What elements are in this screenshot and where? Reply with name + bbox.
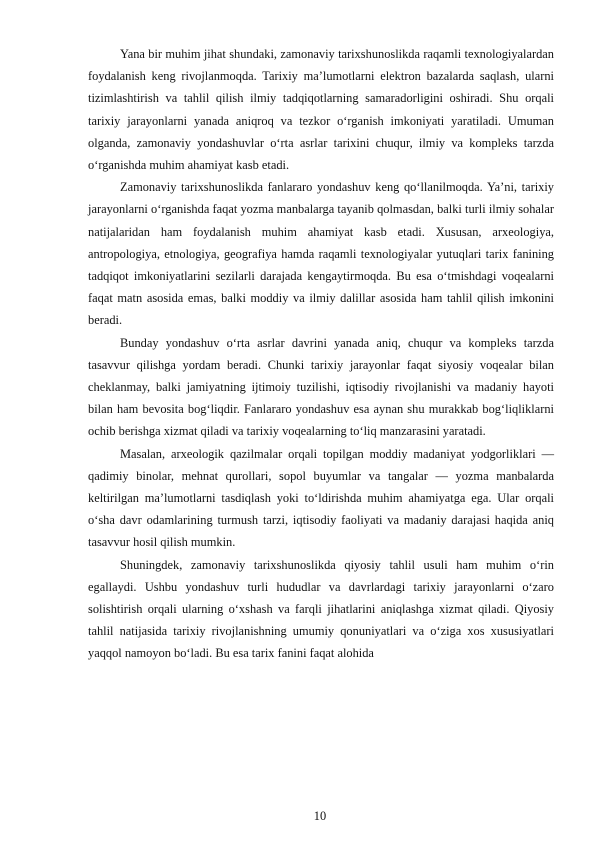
page-number: 10 bbox=[313, 809, 327, 823]
paragraph-archaeological-evidence: Masalan, arxeologik qazilmalar orqali topilgan moddiy madaniyat yodgorliklari — qadimiy binolar, mehnat qurollari, sopol buyumlar va tangalar — yozma manbalarda keltirilgan ma’lumotlarni tasdiqlash yoki to‘ldirishda muhim ahamiyatga ega. Ular orqali o‘sha davr odamlarining turmush tarzi, iqtisodiy faoliyati va madaniy darajasi haqida aniq tasavvur hosil qilish mumkin. bbox=[88, 446, 554, 550]
paragraph-comparative-analysis: Shuningdek, zamonaviy tarixshunoslikda qiyosiy tahlil usuli ham muhim o‘rin egallaydi. Ushbu yondashuv turli hududlar va davrlardagi tarixiy jarayonlarni o‘zaro solishtirish orqali ularning o‘xshash va farqli jihatlarini aniqlashga xizmat qiladi. Qiyosiy tahlil natijasida tarixiy rivojlanishning umumiy qonuniyatlari va o‘ziga xos xususiyatlari yaqqol namoyon bo‘ladi. Bu esa tarix fanini faqat alohida bbox=[88, 557, 554, 661]
page-body-text bbox=[88, 43, 554, 665]
paragraph-complex-understanding: Bunday yondashuv o‘rta asrlar davrini yanada aniq, chuqur va kompleks tarzda tasavvur qilishga yordam beradi. Chunki tarixiy jarayonlar faqat siyosiy voqealar bilan cheklanmay, balki jamiyatning ijtimoiy tuzilishi, iqtisodiy rivojlanishi va madaniy hayoti bilan ham bevosita bog‘liqdir. Fanlararo yondashuv esa aynan shu murakkab bog‘liqliklarni ochib berishga xizmat qiladi va tarixiy voqealarning to‘liq manzarasini yaratadi. bbox=[88, 335, 554, 439]
paragraph-digital-technologies: Yana bir muhim jihat shundaki, zamonaviy tarixshunoslikda raqamli texnologiyalardan foydalanish keng rivojlanmoqda. Tarixiy ma’lumotlarni elektron bazalarda saqlash, ularni tizimlashtirish va tahlil qilish ilmiy tadqiqotlarning samaradorligini oshiradi. Shu orqali tarixiy jarayonlarni yanada aniqroq va tezkor o‘rganish imkoniyati yaratiladi. Umuman olganda, zamonaviy yondashuvlar o‘rta asrlar tarixini chuqur, ilmiy va kompleks tarzda o‘rganishda muhim ahamiyat kasb etadi. bbox=[88, 47, 554, 173]
paragraph-interdisciplinary-approach: Zamonaviy tarixshunoslikda fanlararo yondashuv keng qo‘llanilmoqda. Ya’ni, tarixiy jarayonlarni o‘rganishda faqat yozma manbalarga tayanib qolmasdan, balki turli ilmiy sohalar natijalaridan ham foydalanish muhim ahamiyat kasb etadi. Xususan, arxeologiya, antropologiya, etnologiya, geografiya hamda raqamli texnologiyalar yutuqlari tarix fanining tadqiqot imkoniyatlarini sezilarli darajada kengaytirmoqda. Bu esa o‘tmishdagi voqealarni faqat matn asosida emas, balki moddiy va ilmiy dalillar asosida ham tahlil qilish imkonini beradi. bbox=[88, 180, 554, 328]
